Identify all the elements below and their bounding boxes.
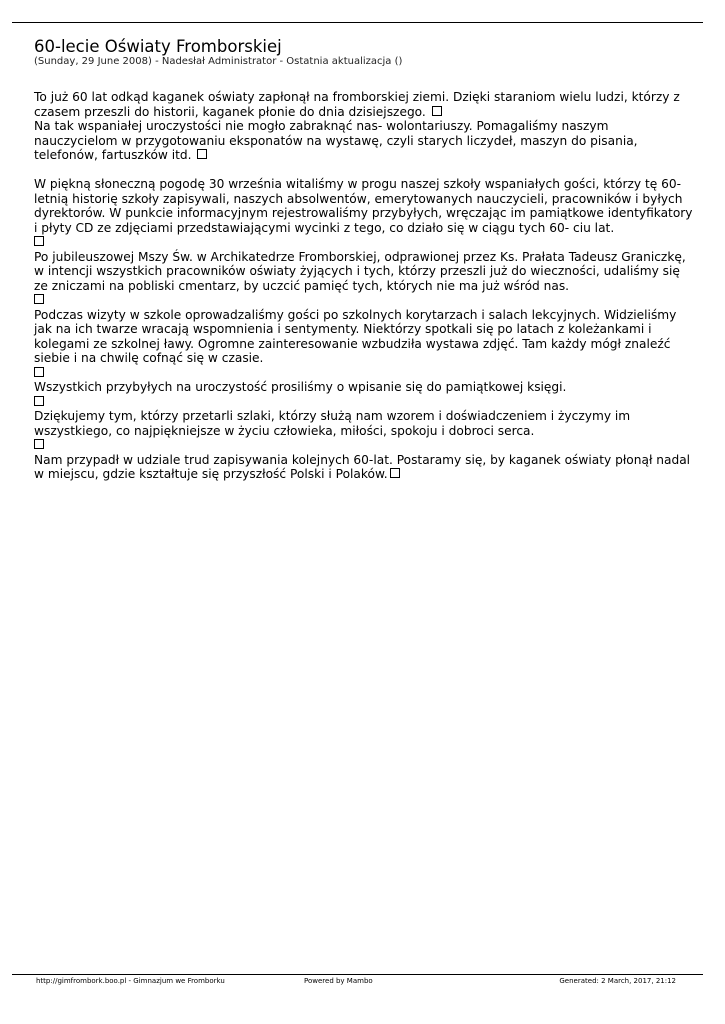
paragraph-text: Dziękujemy tym, którzy przetarli szlaki, którzy służą nam wzorem i doświadczeniem i życzymy im wszystkiego, co najpiękniejsze w życiu człowieka, miłości, spokoju i dobroci serca. bbox=[34, 409, 631, 438]
footer-powered-by: Powered by Mambo bbox=[304, 977, 373, 985]
placeholder-glyph-icon bbox=[34, 439, 44, 449]
paragraph-8 bbox=[34, 453, 694, 482]
paragraph-text: Po jubileuszowej Mszy Św. w Archikatedrze Fromborskiej, odprawionej przez Ks. Prałata Tadeusz Graniczkę, w intencji wszystkich pracowników oświaty żyjących i tych, którzy przeszli już do wieczności, udaliśmy się ze zniczami na pobliski cmentarz, by uczcić pamięć tych, których nie ma już wśród nas. bbox=[34, 249, 686, 293]
placeholder-glyph-icon bbox=[197, 149, 207, 159]
footer-site-url: http://gimfrombork.boo.pl - Gimnazjum we Fromborku bbox=[36, 977, 225, 985]
paragraph-text: Na tak wspaniałej uroczystości nie mogło zabraknąć nas- wolontariuszy. Pomagaliśmy naszym nauczycielom w przygotowaniu eksponatów na wystawę, czyli starych liczydeł, maszyn do pisania, telefonów, fartuszków itd. bbox=[34, 119, 638, 162]
paragraph-7 bbox=[34, 409, 694, 438]
paragraph-text: Wszystkich przybyłych na uroczystość prosiliśmy o wpisanie się do pamiątkowej księgi. bbox=[34, 380, 567, 394]
glyph-line bbox=[34, 235, 694, 250]
top-divider bbox=[12, 22, 703, 23]
paragraph-6 bbox=[34, 380, 694, 395]
placeholder-glyph-icon bbox=[34, 367, 44, 377]
article-meta: (Sunday, 29 June 2008) - Nadesłał Administrator - Ostatnia aktualizacja () bbox=[34, 56, 403, 67]
paragraph-2 bbox=[34, 119, 694, 163]
footer-generated-date: Generated: 2 March, 2017, 21:12 bbox=[559, 977, 676, 985]
article-title: 60-lecie Oświaty Fromborskiej bbox=[34, 37, 282, 56]
glyph-line bbox=[34, 395, 694, 410]
article-body bbox=[34, 90, 694, 482]
paragraph-text: W piękną słoneczną pogodę 30 września witaliśmy w progu naszej szkoły wspaniałych gości, którzy tę 60- letnią historię szkoły zapisywali, naszych absolwentów, emerytowanych nauczycieli, pracowników i byłych dyrektorów. W punkcie informacyjnym rejestrowaliśmy przybyłych, wręczając im pamiątkowe identyfikatory i płyty CD ze zdjęciami przedstawiającymi wycinki z tego, co działo się w ciągu tych 60- ciu lat. bbox=[34, 177, 693, 235]
article-header bbox=[34, 38, 694, 68]
placeholder-glyph-icon bbox=[34, 294, 44, 304]
paragraph-text: Nam przypadł w udziale trud zapisywania kolejnych 60-lat. Postaramy się, by kaganek oświaty płonął nadal w miejscu, gdzie kształtuje się przyszłość Polski i Polaków. bbox=[34, 452, 691, 481]
paragraph-text: Podczas wizyty w szkole oprowadzaliśmy gości po szkolnych korytarzach i salach lekcyjnych. Widzieliśmy jak na ich twarze wracają wspomnienia i sentymenty. Niektórzy spotkali się po latach z koleżankami i kolegami ze szkolnej ławy. Ogromne zainteresowanie wzbudziła wystawa zdjęć. Tam każdy mógł znaleźć siebie i na chwilę cofnąć się w czasie. bbox=[34, 307, 677, 365]
glyph-line bbox=[34, 366, 694, 381]
glyph-line bbox=[34, 438, 694, 453]
paragraph-5 bbox=[34, 308, 694, 366]
paragraph-4 bbox=[34, 250, 694, 294]
bottom-divider bbox=[12, 974, 703, 975]
placeholder-glyph-icon bbox=[34, 236, 44, 246]
paragraph-3 bbox=[34, 177, 694, 235]
paragraph-text: To już 60 lat odkąd kaganek oświaty zapłonął na fromborskiej ziemi. Dzięki staraniom wielu ludzi, którzy z czasem przeszli do historii, kaganek płonie do dnia dzisiejszego. bbox=[34, 90, 680, 119]
glyph-line bbox=[34, 293, 694, 308]
placeholder-glyph-icon bbox=[390, 468, 400, 478]
placeholder-glyph-icon bbox=[432, 106, 442, 116]
paragraph-gap bbox=[34, 163, 694, 178]
placeholder-glyph-icon bbox=[34, 396, 44, 406]
paragraph-1 bbox=[34, 90, 694, 119]
